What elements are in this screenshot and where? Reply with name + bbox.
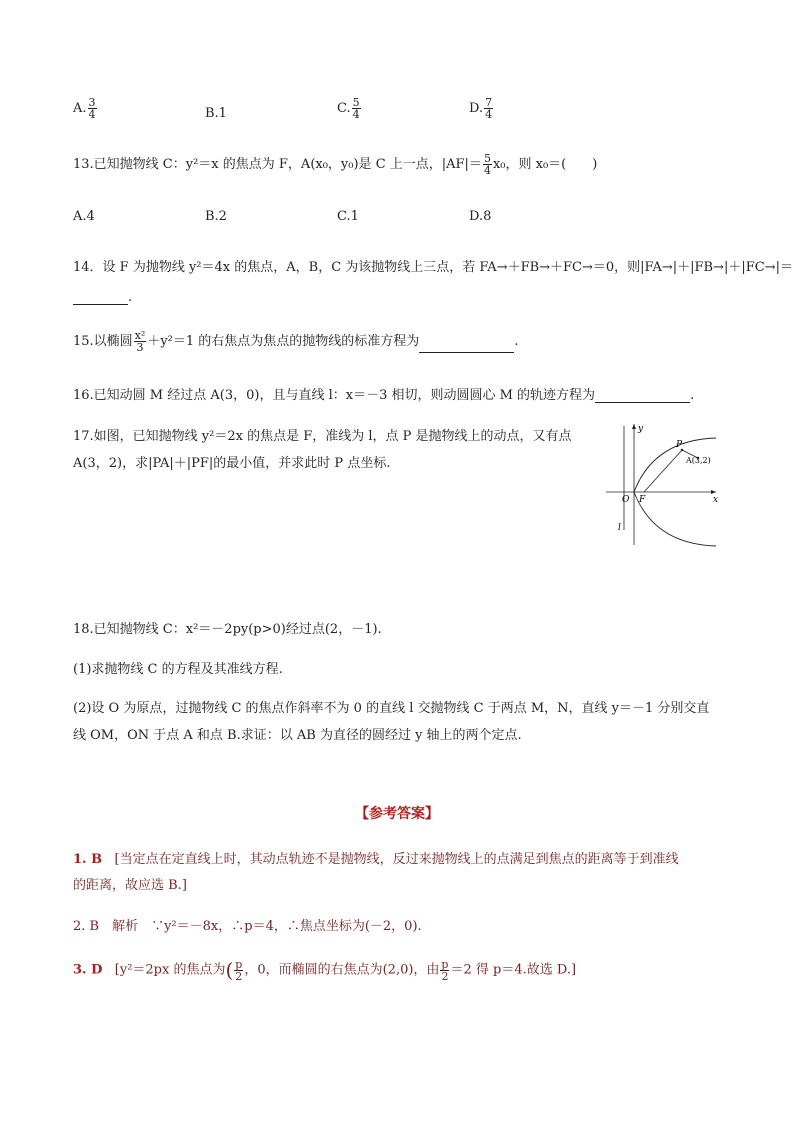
- question-18-stem: 18.已知抛物线 C：x²＝－2py(p>0)经过点(2，－1).: [73, 622, 382, 637]
- label-x: x: [713, 495, 719, 505]
- fraction: $\frac{5}{4}$: [352, 96, 360, 121]
- q12-option-d: D. $\frac{7}{4}$: [469, 96, 493, 121]
- question-18-part-2-line-1: (2)设 O 为原点，过抛物线 C 的焦点作斜率不为 0 的直线 l 交抛物线 C 于两点 M，N，直线 y＝－1 分别交直: [73, 701, 710, 716]
- label-a: A(3,2): [686, 456, 711, 465]
- answers-title: 【参考答案】: [355, 806, 439, 822]
- label-focus: F: [639, 495, 646, 505]
- fraction: $\frac{7}{4}$: [485, 96, 493, 121]
- fraction: $\frac{5}{4}$: [483, 152, 491, 177]
- q12-option-b: B.1: [205, 106, 227, 121]
- question-18-part-1: (1)求抛物线 C 的方程及其准线方程.: [73, 662, 283, 677]
- segment-pf: [644, 450, 682, 492]
- answer-2: 2. B 解析 ∵y²＝－8x，∴p＝4，∴焦点坐标为(－2，0).: [73, 919, 422, 934]
- x-axis-arrow: [711, 490, 716, 494]
- question-16: 16.已知动圆 M 经过点 A(3，0)，且与直线 l：x＝－3 相切，则动圆圆心 M 的轨迹方程为 .: [73, 388, 695, 403]
- label-y: y: [638, 424, 644, 434]
- label-origin: O: [622, 495, 630, 505]
- fraction: $\frac{3}{4}$: [88, 96, 96, 121]
- question-13: 13.已知抛物线 C：y²＝x 的焦点为 F，A(x₀，y₀)是 C 上一点，|AF|＝ $\frac{5}{4}$ x₀，则 x₀＝( ): [73, 152, 598, 177]
- answer-3: 3. D [y²＝2px 的焦点为( $\frac{p}{2}$ ，0，而椭圆的右焦点为(2,0)，由 $\frac{p}{2}$ ＝2 得 p＝4.故选 D.]: [73, 957, 577, 983]
- left-paren: (: [225, 958, 234, 982]
- fraction: $\frac{\text{x²}}{3}$: [134, 329, 146, 354]
- answer-1-label: 1. B: [73, 852, 103, 867]
- label-p: P: [676, 440, 683, 450]
- q13-option-a: A.4: [73, 209, 95, 224]
- answer-blank[interactable]: [595, 401, 690, 403]
- q13-option-b: B.2: [205, 209, 227, 224]
- y-axis-arrow: [632, 424, 636, 429]
- question-14: 14．设 F 为抛物线 y²＝4x 的焦点，A，B，C 为该抛物线上三点，若 FA→＋FB→＋FC→＝0，则|FA→|＋|FB→|＋|FC→|＝: [73, 260, 793, 275]
- fraction: $\frac{p}{2}$: [441, 957, 449, 983]
- question-17-line-2: A(3，2)，求|PA|＋|PF|的最小值，并求此时 P 点坐标.: [73, 456, 391, 471]
- fraction: $\frac{p}{2}$: [235, 957, 243, 983]
- answer-blank[interactable]: [73, 303, 128, 305]
- question-15: 15.以椭圆 $\frac{\text{x²}}{3}$ ＋y²＝1 的右焦点为焦点的抛物线的标准方程为 .: [73, 329, 519, 354]
- question-17-line-1: 17.如图，已知抛物线 y²＝2x 的焦点是 F，准线为 l，点 P 是抛物线上的动点，又有点: [73, 429, 572, 444]
- q12-option-a: A. $\frac{3}{4}$: [73, 96, 96, 121]
- question-18-part-2-line-2: 线 OM，ON 于点 A 和点 B.求证：以 AB 为直径的圆经过 y 轴上的两个定点.: [73, 728, 522, 743]
- answer-1-line-1: 1. B [当定点在定直线上时，其动点轨迹不是抛物线，反过来抛物线上的点满足到焦点的距离等于到准线: [73, 852, 679, 867]
- parabola-figure: [600, 420, 722, 550]
- q13-option-c: C.1: [337, 209, 359, 224]
- question-14-answer-line: .: [73, 290, 132, 305]
- answer-blank[interactable]: [419, 351, 514, 353]
- answer-3-label: 3. D: [73, 962, 103, 978]
- label-directrix: l: [618, 523, 621, 533]
- answer-1-line-2: 的距离，故应选 B.]: [73, 878, 187, 893]
- q12-option-c: C. $\frac{5}{4}$: [337, 96, 360, 121]
- q13-option-d: D.8: [469, 209, 492, 224]
